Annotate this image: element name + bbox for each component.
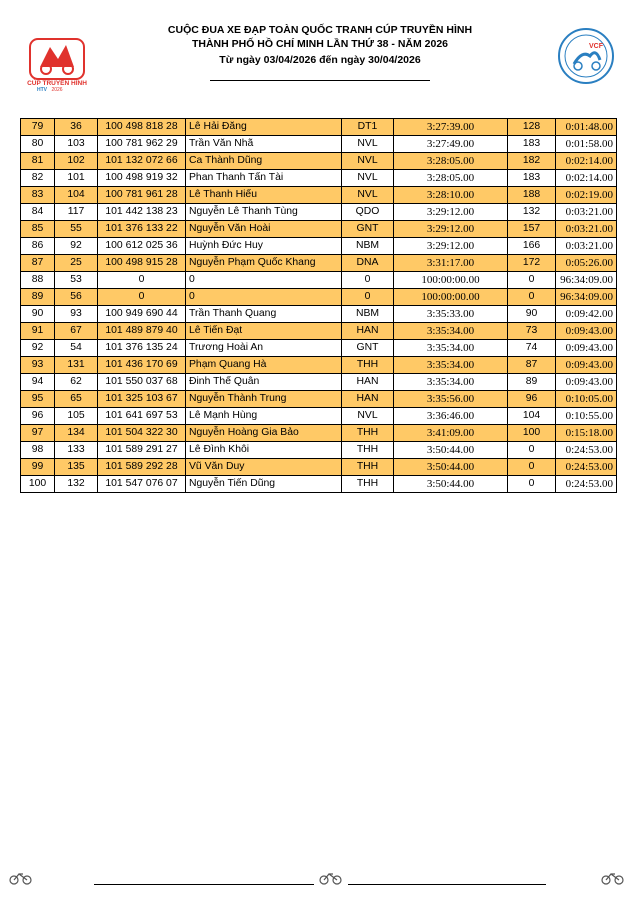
team-code-cell: HAN [342, 323, 394, 340]
time-cell: 3:29:12.00 [394, 221, 508, 238]
gap-cell: 0:01:58.00 [556, 136, 617, 153]
points-cell: 0 [508, 459, 556, 476]
team-code-cell: THH [342, 476, 394, 493]
rider-name-cell: Lê Mạnh Hùng [186, 408, 342, 425]
points-cell: 0 [508, 272, 556, 289]
rider-name-cell: Phan Thanh Tấn Tài [186, 170, 342, 187]
table-row [21, 357, 617, 374]
cyclist-icon [600, 870, 626, 886]
gap-cell: 0:24:53.00 [556, 442, 617, 459]
gap-cell: 0:02:14.00 [556, 170, 617, 187]
points-cell: 182 [508, 153, 556, 170]
rank-cell: 87 [21, 255, 55, 272]
rank-cell: 100 [21, 476, 55, 493]
uci-id-cell: 100 498 818 28 [98, 119, 186, 136]
gap-cell: 0:10:05.00 [556, 391, 617, 408]
footer-line-right [348, 884, 546, 885]
points-cell: 73 [508, 323, 556, 340]
time-cell: 3:28:05.00 [394, 153, 508, 170]
rider-name-cell: Nguyễn Phạm Quốc Khang [186, 255, 342, 272]
rank-cell: 82 [21, 170, 55, 187]
points-cell: 89 [508, 374, 556, 391]
cyclist-icon [318, 870, 344, 886]
uci-id-cell: 101 132 072 66 [98, 153, 186, 170]
table-row [21, 136, 617, 153]
table-row [21, 459, 617, 476]
time-cell: 3:28:05.00 [394, 170, 508, 187]
results-table [20, 118, 617, 493]
uci-id-cell: 101 550 037 68 [98, 374, 186, 391]
rank-cell: 98 [21, 442, 55, 459]
rider-name-cell: Lê Đình Khôi [186, 442, 342, 459]
uci-id-cell: 101 589 291 27 [98, 442, 186, 459]
rider-name-cell: Lê Hải Đăng [186, 119, 342, 136]
points-cell: 128 [508, 119, 556, 136]
vcf-logo-text: VCF [589, 43, 603, 50]
rank-cell: 96 [21, 408, 55, 425]
team-code-cell: QDO [342, 204, 394, 221]
logo-year: 2026 [51, 87, 63, 92]
uci-id-cell: 100 949 690 44 [98, 306, 186, 323]
rider-name-cell: Trương Hoài An [186, 340, 342, 357]
team-code-cell: GNT [342, 221, 394, 238]
team-code-cell: THH [342, 459, 394, 476]
bib-cell: 101 [55, 170, 98, 187]
time-cell: 100:00:00.00 [394, 272, 508, 289]
points-cell: 0 [508, 442, 556, 459]
race-title: CUỘC ĐUA XE ĐẠP TOÀN QUỐC TRANH CÚP TRUYỀN HÌNH [167, 24, 473, 36]
bib-cell: 54 [55, 340, 98, 357]
rank-cell: 84 [21, 204, 55, 221]
gap-cell: 0:03:21.00 [556, 238, 617, 255]
page-header [0, 0, 640, 110]
points-cell: 157 [508, 221, 556, 238]
uci-id-cell: 101 436 170 69 [98, 357, 186, 374]
gap-cell: 0:24:53.00 [556, 476, 617, 493]
table-row [21, 442, 617, 459]
uci-id-cell: 0 [98, 289, 186, 306]
uci-id-cell: 100 781 961 28 [98, 187, 186, 204]
team-code-cell: THH [342, 442, 394, 459]
results-rows [21, 119, 617, 493]
gap-cell: 0:15:18.00 [556, 425, 617, 442]
points-cell: 104 [508, 408, 556, 425]
points-cell: 172 [508, 255, 556, 272]
points-cell: 100 [508, 425, 556, 442]
bib-cell: 65 [55, 391, 98, 408]
team-code-cell: GNT [342, 340, 394, 357]
points-cell: 0 [508, 476, 556, 493]
table-row [21, 119, 617, 136]
rider-name-cell: 0 [186, 289, 342, 306]
team-code-cell: HAN [342, 391, 394, 408]
cyclist-icon [8, 870, 34, 886]
points-cell: 87 [508, 357, 556, 374]
table-row [21, 391, 617, 408]
rider-name-cell: Đinh Thế Quân [186, 374, 342, 391]
team-code-cell: THH [342, 425, 394, 442]
rider-name-cell: Lê Tiến Đạt [186, 323, 342, 340]
rank-cell: 91 [21, 323, 55, 340]
time-cell: 3:35:34.00 [394, 357, 508, 374]
rank-cell: 99 [21, 459, 55, 476]
bib-cell: 56 [55, 289, 98, 306]
gap-cell: 0:05:26.00 [556, 255, 617, 272]
bib-cell: 92 [55, 238, 98, 255]
time-cell: 3:41:09.00 [394, 425, 508, 442]
uci-id-cell: 101 442 138 23 [98, 204, 186, 221]
gap-cell: 0:03:21.00 [556, 204, 617, 221]
rider-name-cell: Trần Thanh Quang [186, 306, 342, 323]
uci-id-cell: 101 489 879 40 [98, 323, 186, 340]
rider-name-cell: Lê Thanh Hiếu [186, 187, 342, 204]
gap-cell: 0:10:55.00 [556, 408, 617, 425]
gap-cell: 0:09:42.00 [556, 306, 617, 323]
table-row [21, 204, 617, 221]
uci-id-cell: 100 781 962 29 [98, 136, 186, 153]
time-cell: 3:27:49.00 [394, 136, 508, 153]
table-row [21, 238, 617, 255]
team-code-cell: NBM [342, 306, 394, 323]
rider-name-cell: Nguyễn Văn Hoài [186, 221, 342, 238]
points-cell: 166 [508, 238, 556, 255]
uci-id-cell: 101 376 135 24 [98, 340, 186, 357]
gap-cell: 0:09:43.00 [556, 340, 617, 357]
points-cell: 183 [508, 136, 556, 153]
tv-cup-logo [22, 37, 92, 92]
table-row [21, 425, 617, 442]
points-cell: 188 [508, 187, 556, 204]
bib-cell: 135 [55, 459, 98, 476]
table-row [21, 476, 617, 493]
uci-id-cell: 101 504 322 30 [98, 425, 186, 442]
bib-cell: 104 [55, 187, 98, 204]
gap-cell: 96:34:09.00 [556, 272, 617, 289]
bib-cell: 134 [55, 425, 98, 442]
bib-cell: 105 [55, 408, 98, 425]
time-cell: 3:35:56.00 [394, 391, 508, 408]
time-cell: 3:35:34.00 [394, 374, 508, 391]
bib-cell: 132 [55, 476, 98, 493]
table-row [21, 153, 617, 170]
rider-name-cell: Nguyễn Lê Thanh Tùng [186, 204, 342, 221]
rank-cell: 83 [21, 187, 55, 204]
gap-cell: 0:01:48.00 [556, 119, 617, 136]
rank-cell: 89 [21, 289, 55, 306]
time-cell: 100:00:00.00 [394, 289, 508, 306]
rank-cell: 88 [21, 272, 55, 289]
uci-id-cell: 101 325 103 67 [98, 391, 186, 408]
table-row [21, 323, 617, 340]
time-cell: 3:35:33.00 [394, 306, 508, 323]
rank-cell: 94 [21, 374, 55, 391]
team-code-cell: THH [342, 357, 394, 374]
rider-name-cell: Vũ Văn Duy [186, 459, 342, 476]
rank-cell: 90 [21, 306, 55, 323]
team-code-cell: NVL [342, 408, 394, 425]
time-cell: 3:29:12.00 [394, 238, 508, 255]
bib-cell: 131 [55, 357, 98, 374]
bib-cell: 36 [55, 119, 98, 136]
uci-id-cell: 101 641 697 53 [98, 408, 186, 425]
uci-id-cell: 100 498 915 28 [98, 255, 186, 272]
rider-name-cell: Phạm Quang Hà [186, 357, 342, 374]
table-row [21, 187, 617, 204]
gap-cell: 96:34:09.00 [556, 289, 617, 306]
uci-id-cell: 100 612 025 36 [98, 238, 186, 255]
rank-cell: 81 [21, 153, 55, 170]
time-cell: 3:50:44.00 [394, 459, 508, 476]
table-row [21, 306, 617, 323]
time-cell: 3:28:10.00 [394, 187, 508, 204]
rank-cell: 97 [21, 425, 55, 442]
rider-name-cell: Nguyễn Thành Trung [186, 391, 342, 408]
rank-cell: 92 [21, 340, 55, 357]
rider-name-cell: 0 [186, 272, 342, 289]
table-row [21, 221, 617, 238]
table-row [21, 289, 617, 306]
team-code-cell: DT1 [342, 119, 394, 136]
team-code-cell: 0 [342, 289, 394, 306]
points-cell: 96 [508, 391, 556, 408]
table-row [21, 170, 617, 187]
team-code-cell: DNA [342, 255, 394, 272]
gap-cell: 0:09:43.00 [556, 374, 617, 391]
bib-cell: 67 [55, 323, 98, 340]
rank-cell: 85 [21, 221, 55, 238]
table-row [21, 340, 617, 357]
uci-id-cell: 0 [98, 272, 186, 289]
team-code-cell: NVL [342, 153, 394, 170]
time-cell: 3:50:44.00 [394, 442, 508, 459]
team-code-cell: NVL [342, 170, 394, 187]
time-cell: 3:27:39.00 [394, 119, 508, 136]
bib-cell: 133 [55, 442, 98, 459]
bib-cell: 117 [55, 204, 98, 221]
logo-caption: CÚP TRUYỀN HÌNH [27, 80, 87, 87]
uci-id-cell: 101 376 133 22 [98, 221, 186, 238]
time-cell: 3:29:12.00 [394, 204, 508, 221]
bib-cell: 55 [55, 221, 98, 238]
gap-cell: 0:02:19.00 [556, 187, 617, 204]
team-code-cell: NBM [342, 238, 394, 255]
team-code-cell: 0 [342, 272, 394, 289]
race-dates: Từ ngày 03/04/2026 đến ngày 30/04/2026 [219, 54, 421, 66]
time-cell: 3:35:34.00 [394, 323, 508, 340]
points-cell: 90 [508, 306, 556, 323]
uci-id-cell: 101 547 076 07 [98, 476, 186, 493]
rank-cell: 95 [21, 391, 55, 408]
bib-cell: 103 [55, 136, 98, 153]
logo-brand: HTV [37, 87, 47, 92]
points-cell: 183 [508, 170, 556, 187]
bib-cell: 93 [55, 306, 98, 323]
time-cell: 3:31:17.00 [394, 255, 508, 272]
rider-name-cell: Trần Văn Nhã [186, 136, 342, 153]
rank-cell: 86 [21, 238, 55, 255]
rank-cell: 93 [21, 357, 55, 374]
points-cell: 74 [508, 340, 556, 357]
time-cell: 3:35:34.00 [394, 340, 508, 357]
footer-line-left [94, 884, 314, 885]
gap-cell: 0:24:53.00 [556, 459, 617, 476]
gap-cell: 0:09:43.00 [556, 323, 617, 340]
race-subtitle: THÀNH PHỐ HỒ CHÍ MINH LẦN THỨ 38 - NĂM 2026 [191, 38, 449, 50]
gap-cell: 0:02:14.00 [556, 153, 617, 170]
table-row [21, 272, 617, 289]
bib-cell: 62 [55, 374, 98, 391]
time-cell: 3:36:46.00 [394, 408, 508, 425]
bib-cell: 53 [55, 272, 98, 289]
rank-cell: 79 [21, 119, 55, 136]
points-cell: 132 [508, 204, 556, 221]
gap-cell: 0:09:43.00 [556, 357, 617, 374]
rider-name-cell: Ca Thành Dũng [186, 153, 342, 170]
table-row [21, 408, 617, 425]
vcf-logo [556, 26, 616, 86]
team-code-cell: NVL [342, 136, 394, 153]
team-code-cell: HAN [342, 374, 394, 391]
points-cell: 0 [508, 289, 556, 306]
table-row [21, 255, 617, 272]
header-divider [210, 80, 430, 81]
gap-cell: 0:03:21.00 [556, 221, 617, 238]
uci-id-cell: 101 589 292 28 [98, 459, 186, 476]
rank-cell: 80 [21, 136, 55, 153]
bib-cell: 25 [55, 255, 98, 272]
rider-name-cell: Nguyễn Hoàng Gia Bảo [186, 425, 342, 442]
rider-name-cell: Nguyễn Tiến Dũng [186, 476, 342, 493]
time-cell: 3:50:44.00 [394, 476, 508, 493]
uci-id-cell: 100 498 919 32 [98, 170, 186, 187]
rider-name-cell: Huỳnh Đức Huy [186, 238, 342, 255]
team-code-cell: NVL [342, 187, 394, 204]
table-row [21, 374, 617, 391]
bib-cell: 102 [55, 153, 98, 170]
